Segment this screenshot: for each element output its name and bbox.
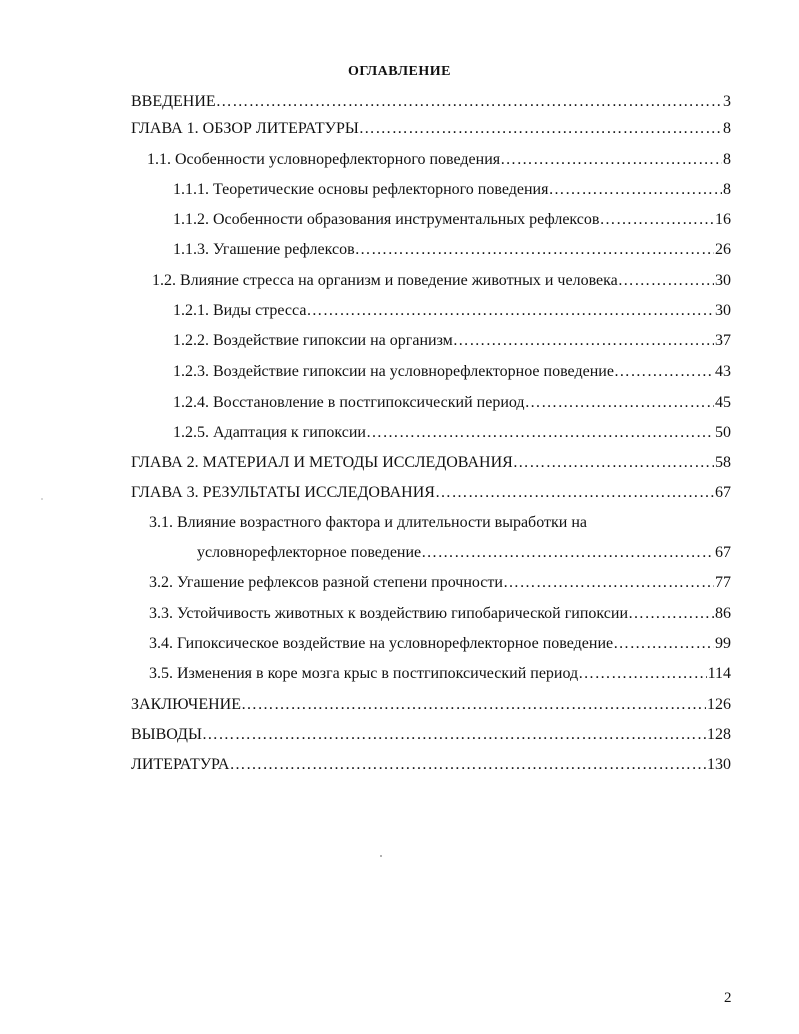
toc-entry-3-1 [197,543,731,563]
toc-entry-page: 3 [723,93,731,110]
toc-entry-findings [131,725,731,745]
toc-entry-text: 1.2.3. Воздействие гипоксии на условнорефлекторное поведение [173,363,614,380]
dot-leader [614,362,714,382]
toc-entry-page: 8 [723,181,731,198]
dot-leader [421,543,714,563]
toc-entry-text: 1.2.2. Воздействие гипоксии на организм [173,332,453,349]
dot-leader [202,725,706,745]
toc-entry-1-1 [147,150,731,170]
toc-entry-1-2-3 [173,362,731,382]
toc-entry-page: 45 [715,394,731,411]
scan-speck [41,498,43,500]
toc-entry-1-2 [152,271,731,291]
toc-entry-page: 37 [715,332,731,349]
dot-leader [241,695,706,715]
toc-entry-text: 1.2.1. Виды стресса [173,302,307,319]
toc-entry-page: 86 [715,605,731,622]
toc-entry-text: условнорефлекторное поведение [197,544,422,561]
toc-entry-page: 30 [715,302,731,319]
toc-entry-introduction [131,92,731,112]
toc-entry-text: ГЛАВА 3. РЕЗУЛЬТАТЫ ИССЛЕДОВАНИЯ [131,484,435,501]
dot-leader [599,210,714,230]
toc-entry-page: 43 [715,363,731,380]
toc-entry-page: 8 [723,120,731,137]
toc-entry-chapter-2 [131,453,731,473]
toc-entry-page: 128 [707,726,731,743]
toc-entry-1-2-5 [173,423,731,443]
toc-entry-text: ВЫВОДЫ [131,726,202,743]
toc-entry-3-4 [149,634,731,654]
toc-entry-1-1-3 [173,240,731,260]
toc-entry-page: 77 [715,574,731,591]
toc-entry-chapter-3 [131,483,731,503]
toc-entry-text: 3.5. Изменения в коре мозга крыс в постгипоксический период [149,665,579,682]
toc-entry-page: 99 [715,635,731,652]
toc-entry-text: ГЛАВА 2. МАТЕРИАЛ И МЕТОДЫ ИССЛЕДОВАНИЯ [131,454,513,471]
dot-leader [500,150,722,170]
dot-leader [525,393,714,413]
toc-entry-1-2-1 [173,301,731,321]
toc-entry-text: 1.2. Влияние стресса на организм и поведение животных и человека [152,272,618,289]
dot-leader [435,483,714,503]
toc-entry-3-1-first-line: 3.1. Влияние возрастного фактора и длительности выработки на [149,514,587,531]
dot-leader [359,119,722,139]
toc-entry-text: 1.2.4. Восстановление в постгипоксический период [173,394,525,411]
toc-entry-text: 1.1.1. Теоретические основы рефлекторного поведения [173,181,549,198]
toc-entry-page: 50 [715,424,731,441]
dot-leader [618,271,714,291]
toc-entry-page: 114 [707,665,731,682]
toc-entry-text: 1.1.2. Особенности образования инструментальных рефлексов [173,211,600,228]
toc-entry-chapter-1 [131,119,731,139]
page-number: 2 [724,990,732,1006]
toc-entry-text: 3.3. Устойчивость животных к воздействию гипобарической гипоксии [149,605,629,622]
scan-speck [380,855,382,857]
toc-entry-3-5 [149,664,731,684]
toc-entry-page: 58 [715,454,731,471]
dot-leader [628,604,714,624]
toc-entry-page: 8 [723,151,731,168]
toc-entry-page: 130 [707,756,731,773]
toc-entry-text: ВВЕДЕНИЕ [131,93,216,110]
toc-entry-3-3 [149,604,731,624]
toc-entry-text: 1.1.3. Угашение рефлексов [173,241,355,258]
toc-entry-1-2-4 [173,393,731,413]
toc-entry-page: 16 [715,211,731,228]
toc-entry-page: 30 [715,272,731,289]
toc-entry-1-1-2 [173,210,731,230]
toc-entry-page: 126 [707,696,731,713]
toc-entry-literature [131,755,731,775]
toc-entry-text: 3.4. Гипоксическое воздействие на условнорефлекторное поведение [149,635,614,652]
toc-entry-page: 26 [715,241,731,258]
dot-leader [513,453,714,473]
dot-leader [453,331,714,351]
dot-leader [306,301,714,321]
toc-entry-page: 67 [715,544,731,561]
dot-leader [366,423,714,443]
toc-entry-text: 1.1. Особенности условнорефлекторного поведения [147,151,501,168]
dot-leader [355,240,714,260]
toc-entry-text: ЛИТЕРАТУРА [131,756,230,773]
dot-leader [229,755,706,775]
dot-leader [613,634,714,654]
toc-entry-1-1-1 [173,180,731,200]
dot-leader [578,664,706,684]
toc-entry-text: 3.2. Угашение рефлексов разной степени прочности [149,574,503,591]
dot-leader [503,573,714,593]
dot-leader [548,180,722,200]
toc-entry-conclusion [131,695,731,715]
dot-leader [216,92,722,112]
toc-entry-text: 1.2.5. Адаптация к гипоксии [173,424,366,441]
toc-entry-text: ЗАКЛЮЧЕНИЕ [131,696,241,713]
toc-entry-1-2-2 [173,331,731,351]
toc-entry-text: ГЛАВА 1. ОБЗОР ЛИТЕРАТУРЫ [131,120,359,137]
page-title: ОГЛАВЛЕНИЕ [348,64,451,79]
toc-entry-3-2 [149,573,731,593]
toc-entry-page: 67 [715,484,731,501]
